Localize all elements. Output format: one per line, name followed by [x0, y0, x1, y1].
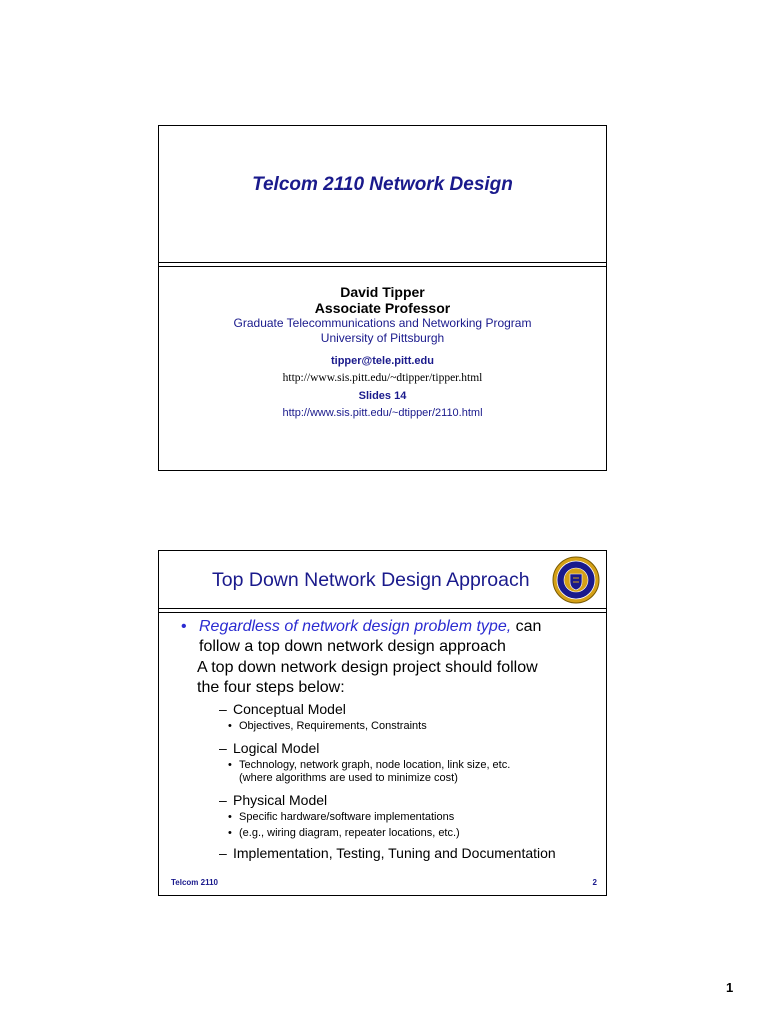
step-conceptual: [159, 700, 606, 718]
slide-1-title: Telcom 2110 Network Design: [252, 174, 513, 195]
sub-bullet-marker: •: [228, 811, 232, 823]
slide-footer-number: 2: [592, 878, 597, 887]
sub-bullet-marker: •: [228, 827, 232, 839]
bullet-italic-text: Regardless of network design problem type,: [199, 618, 512, 635]
dash-marker: –: [219, 792, 227, 808]
slide-1-body: [159, 284, 606, 420]
homepage-url: http://www.sis.pitt.edu/~dtipper/tipper.html: [282, 372, 483, 384]
course-url: http://www.sis.pitt.edu/~dtipper/2110.html: [282, 407, 483, 419]
sub-item-text: (e.g., wiring diagram, repeater locations, etc.): [239, 827, 460, 839]
step-label: Physical Model: [233, 792, 328, 808]
slides-label: Slides 14: [358, 390, 407, 402]
page-number: 1: [726, 980, 734, 995]
author-role: Associate Professor: [314, 300, 451, 316]
dash-marker: –: [219, 845, 227, 861]
sub-item: [159, 827, 606, 840]
sub-item-text: Technology, network graph, node location, link size, etc.: [239, 759, 511, 771]
sub-bullet-marker: •: [228, 720, 232, 732]
dash-marker: –: [219, 740, 227, 756]
slide-2-title: Top Down Network Design Approach: [212, 569, 530, 591]
sub-item-text: Specific hardware/software implementations: [239, 811, 455, 823]
slide-1: [158, 125, 607, 471]
sub-item-continuation: (where algorithms are used to minimize cost): [239, 772, 458, 784]
paragraph-line-2: the four steps below:: [197, 679, 345, 696]
step-physical: [159, 791, 606, 809]
bullet-point: [159, 617, 606, 637]
sub-item: [159, 720, 606, 733]
university-seal-icon: [552, 556, 600, 604]
step-logical: [159, 739, 606, 757]
university-name: University of Pittsburgh: [320, 331, 445, 345]
author-name: David Tipper: [340, 284, 425, 300]
sub-bullet-marker: •: [228, 759, 232, 771]
slide-2-divider: [159, 608, 606, 613]
sub-item: [159, 759, 606, 772]
slide-1-divider: [159, 262, 606, 267]
program-name: Graduate Telecommunications and Networking Program: [233, 316, 532, 330]
slide-2-body: [159, 617, 606, 862]
author-email: tipper@tele.pitt.edu: [330, 355, 434, 367]
step-label: Logical Model: [233, 740, 320, 756]
bullet-text: can: [511, 618, 542, 635]
step-label: Conceptual Model: [233, 701, 346, 717]
step-implementation: [159, 844, 606, 862]
slide-footer-course: Telcom 2110: [171, 878, 218, 887]
bullet-marker: •: [181, 618, 187, 635]
dash-marker: –: [219, 701, 227, 717]
paragraph-line-1: A top down network design project should follow: [197, 659, 538, 676]
step-label: Implementation, Testing, Tuning and Documentation: [233, 845, 556, 861]
slide-2: [158, 550, 607, 896]
bullet-continuation: follow a top down network design approach: [199, 638, 506, 655]
sub-item-text: Objectives, Requirements, Constraints: [239, 720, 427, 732]
sub-item: [159, 811, 606, 824]
